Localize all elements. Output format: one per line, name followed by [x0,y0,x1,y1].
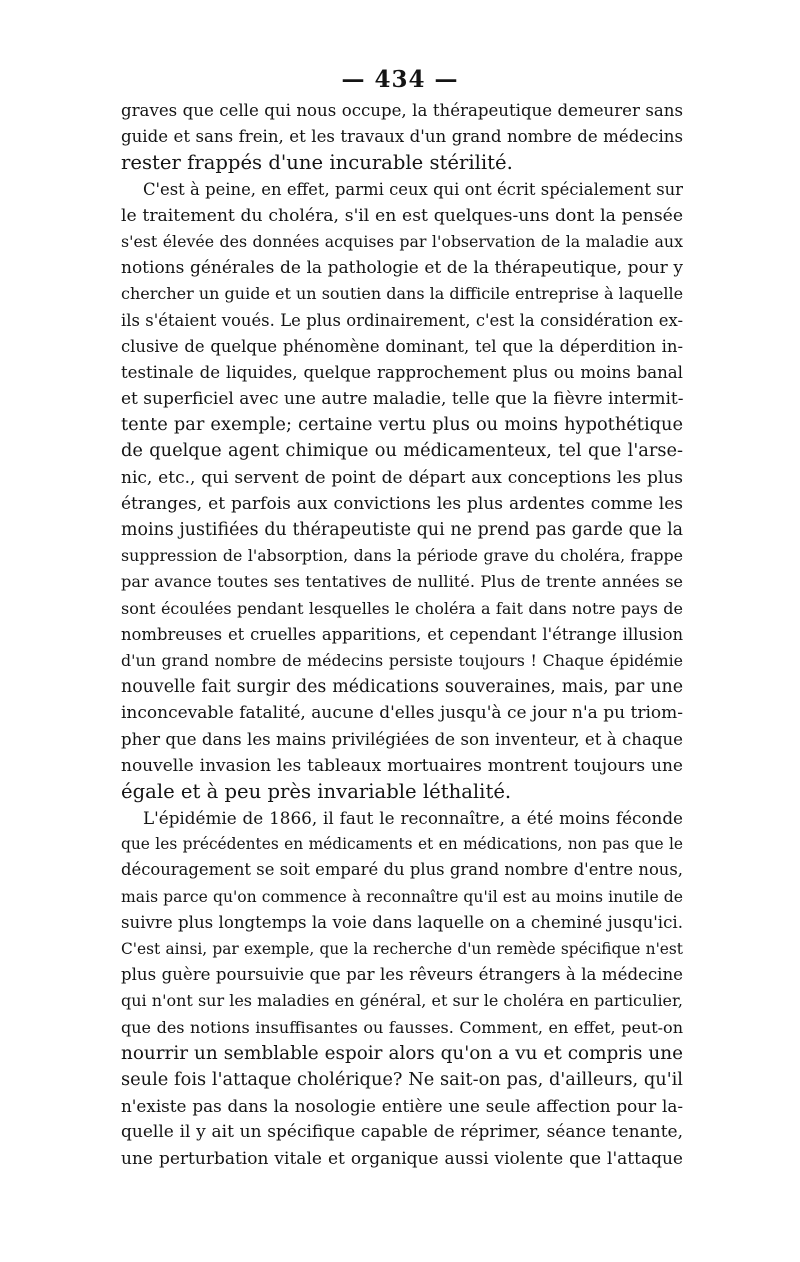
page-number: — 434 — [341,66,459,93]
text-line: rester frappés d'une incurable stérilité. [121,151,513,175]
text-line: chercher un guide et un soutien dans la difficile entreprise à laquelle [121,284,684,304]
text-line: par avance toutes ses tentatives de nullité. Plus de trente années se [121,572,683,592]
text-line: que les précédentes en médicaments et en médications, non pas que le [121,835,683,854]
text-line: nic, etc., qui servent de point de départ aux conceptions les plus [121,467,683,488]
text-line: quelle il y ait un spécifique capable de réprimer, séance tenante, [121,1122,683,1143]
text-line: ils s'étaient voués. Le plus ordinairement, c'est la considération ex- [121,310,683,330]
text-line: pher que dans les mains privilégiées de son inventeur, et à chaque [121,729,683,749]
text-line: étranges, et parfois aux convictions les plus ardentes comme les [121,493,683,514]
text-line: guide et sans frein, et les travaux d'un grand nombre de médecins [121,127,683,147]
text-line: clusive de quelque phénomène dominant, tel que la déperdition in- [121,336,683,356]
text-line: suppression de l'absorption, dans la période grave du choléra, frappe [121,546,683,566]
text-line: tente par exemple; certaine vertu plus ou moins hypothétique [121,414,683,436]
text-line: qui n'ont sur les maladies en général, et sur le choléra en particulier, [121,991,683,1011]
text-line: nourrir un semblable espoir alors qu'on a vu et compris une [121,1042,683,1064]
text-line: une perturbation vitale et organique aussi violente que l'attaque [121,1148,683,1169]
text-line: inconcevable fatalité, aucune d'elles jusqu'à ce jour n'a pu triom- [121,703,683,724]
text-line: nombreuses et cruelles apparitions, et cependant l'étrange illusion [121,624,683,644]
text-line: d'un grand nombre de médecins persiste toujours ! Chaque épidémie [121,650,683,670]
text-line: que des notions insuffisantes ou fausses. Comment, en effet, peut-on [121,1017,683,1037]
text-line: seule fois l'attaque cholérique? Ne sait-on pas, d'ailleurs, qu'il [121,1068,683,1090]
text-line: le traitement du choléra, s'il en est quelques-uns dont la pensée [121,205,683,226]
text-line: nouvelle fait surgir des médications souveraines, mais, par une [121,677,683,698]
text-line: s'est élevée des données acquises par l'observation de la maladie aux [121,231,683,251]
text-line: de quelque agent chimique ou médicamenteux, tel que l'arse- [121,440,683,462]
text-line: notions générales de la pathologie et de la thérapeutique, pour y [121,258,683,279]
text-line: nouvelle invasion les tableaux mortuaires montrent toujours une [121,755,683,776]
text-line: plus guère poursuivie que par les rêveurs étrangers à la médecine [121,965,683,985]
text-line: testinale de liquides, quelque rapprochement plus ou moins banal [121,362,683,382]
text-line: égale et à peu près invariable léthalité. [121,779,512,803]
text-line: sont écoulées pendant lesquelles le choléra a fait dans notre pays de [121,598,683,618]
text-line: mais parce qu'on commence à reconnaître qu'il est au moins inutile de [121,887,683,906]
text-line: et superficiel avec une autre maladie, telle que la fièvre intermit- [121,389,684,410]
text-line: n'existe pas dans la nosologie entière une seule affection pour la- [121,1096,683,1117]
text-line: suivre plus longtemps la voie dans laquelle on a cheminé jusqu'ici. [121,912,683,932]
text-line: graves que celle qui nous occupe, la thérapeutique demeurer sans [121,101,683,120]
body-text [121,98,683,1172]
text-line: moins justifiées du thérapeutiste qui ne prend pas garde que la [121,520,683,540]
text-line: L'épidémie de 1866, il faut le reconnaître, a été moins féconde [143,808,683,829]
text-line: C'est ainsi, par exemple, que la recherche d'un remède spécifique n'est [121,940,683,958]
text-line: C'est à peine, en effet, parmi ceux qui ont écrit spécialement sur [143,179,683,199]
text-line: découragement se soit emparé du plus grand nombre d'entre nous, [121,860,683,880]
